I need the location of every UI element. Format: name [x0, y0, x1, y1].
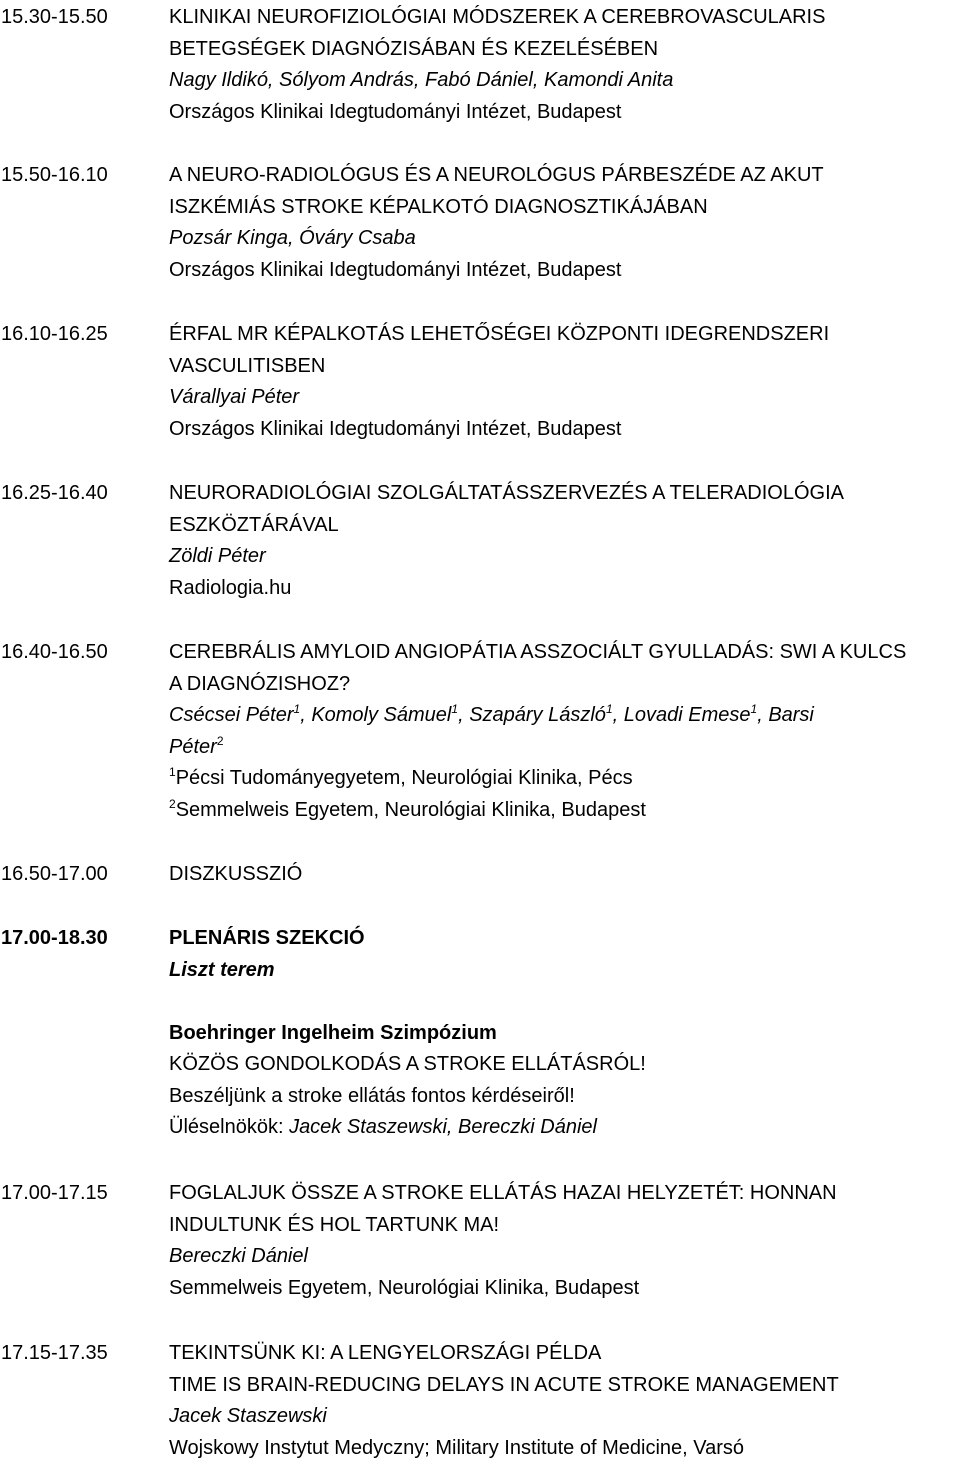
session-title-line: DISZKUSSZIÓ	[169, 863, 303, 885]
session-content	[169, 160, 959, 286]
session-authors: Várallyai Péter	[169, 386, 300, 408]
session-title-line: TIME IS BRAIN-REDUCING DELAYS IN ACUTE STROKE MANAGEMENT	[169, 1373, 839, 1396]
session-authors: Zöldi Péter	[169, 545, 266, 567]
affiliation	[169, 763, 959, 795]
author-separator: ,	[757, 704, 769, 726]
session-title-line: VASCULITISBEN	[169, 354, 326, 377]
author-separator: ,	[300, 704, 312, 726]
session-authors: Nagy Ildikó, Sólyom András, Fabó Dániel, Kamondi Anita	[169, 69, 674, 91]
session-authors	[169, 700, 959, 732]
session-content	[169, 859, 959, 891]
session-time: 17.15-17.35	[1, 1342, 108, 1364]
session-content	[169, 478, 959, 604]
session-title-line: FOGLALJUK ÖSSZE A STROKE ELLÁTÁS HAZAI HELYZETÉT: HONNAN	[169, 1182, 837, 1204]
affiliation-marker: 1	[451, 702, 459, 716]
session-time: 16.50-17.00	[1, 863, 108, 885]
session-time: 15.50-16.10	[1, 164, 108, 186]
session-title-line: ESZKÖZTÁRÁVAL	[169, 513, 339, 536]
affiliation-marker: 1	[750, 702, 758, 716]
session-title-line: A DIAGNÓZISHOZ?	[169, 672, 351, 695]
author-separator: ,	[458, 704, 470, 726]
session-authors-continued	[169, 732, 959, 764]
affiliation-marker: 1	[169, 765, 176, 779]
session-authors: Jacek Staszewski	[169, 1405, 327, 1427]
session-authors: Bereczki Dániel	[169, 1245, 308, 1267]
session-content	[169, 2, 959, 128]
author-name: Csécsei Péter	[169, 704, 294, 726]
session-title-line: NEURORADIOLÓGIAI SZOLGÁLTATÁSSZERVEZÉS A TELERADIOLÓGIA	[169, 482, 844, 504]
symposium-headline: KÖZÖS GONDOLKODÁS A STROKE ELLÁTÁSRÓL!	[169, 1053, 646, 1075]
session-time: 17.00-17.15	[1, 1182, 108, 1204]
affiliation	[169, 795, 959, 827]
affiliation-marker: 1	[605, 702, 613, 716]
session-title-line: INDULTUNK ÉS HOL TARTUNK MA!	[169, 1213, 500, 1236]
author-name: Szapáry László	[469, 704, 606, 726]
section-title: PLENÁRIS SZEKCIÓ	[169, 927, 365, 949]
affiliation-text: Pécsi Tudományegyetem, Neurológiai Klinika, Pécs	[175, 767, 633, 789]
session-content	[169, 1338, 959, 1464]
session-content	[169, 923, 959, 1144]
author-name: Péter	[169, 735, 217, 758]
session-institution: Országos Klinikai Idegtudományi Intézet, Budapest	[169, 258, 622, 281]
affiliation-marker: 2	[169, 796, 176, 811]
session-title-line: ISZKÉMIÁS STROKE KÉPALKOTÓ DIAGNOSZTIKÁJÁBAN	[169, 195, 708, 218]
session-institution: Wojskowy Instytut Medyczny; Military Institute of Medicine, Varsó	[169, 1436, 745, 1459]
session-title-line: KLINIKAI NEUROFIZIOLÓGIAI MÓDSZEREK A CEREBROVASCULARIS	[169, 6, 826, 28]
session-time: 16.40-16.50	[1, 641, 108, 663]
affiliation-text: Semmelweis Egyetem, Neurológiai Klinika, Budapest	[175, 798, 646, 821]
session-time: 17.00-18.30	[1, 927, 108, 949]
session-title-line: BETEGSÉGEK DIAGNÓZISÁBAN ÉS KEZELÉSÉBEN	[169, 37, 659, 60]
session-content	[169, 1178, 959, 1304]
author-name: Lovadi Emese	[623, 704, 751, 726]
symposium-chairs	[169, 1112, 959, 1144]
session-institution: Országos Klinikai Idegtudományi Intézet, Budapest	[169, 100, 622, 123]
chairs-label: Üléselnökök:	[169, 1116, 290, 1138]
session-title-line: A NEURO-RADIOLÓGUS ÉS A NEUROLÓGUS PÁRBESZÉDE AZ AKUT	[169, 164, 824, 186]
affiliation-marker: 1	[293, 702, 301, 716]
session-time: 15.30-15.50	[1, 6, 108, 28]
session-title-line: TEKINTSÜNK KI: A LENGYELORSZÁGI PÉLDA	[169, 1342, 602, 1364]
symposium-subline: Beszéljünk a stroke ellátás fontos kérdéseiről!	[169, 1084, 575, 1107]
session-institution: Semmelweis Egyetem, Neurológiai Klinika, Budapest	[169, 1276, 640, 1299]
session-time: 16.25-16.40	[1, 482, 108, 504]
author-name: Komoly Sámuel	[311, 704, 452, 726]
session-institution: Radiologia.hu	[169, 576, 292, 599]
session-content	[169, 637, 959, 826]
session-content	[169, 319, 959, 445]
session-title-line: ÉRFAL MR KÉPALKOTÁS LEHETŐSÉGEI KÖZPONTI IDEGRENDSZERI	[169, 323, 830, 345]
session-time: 16.10-16.25	[1, 323, 108, 345]
author-separator: ,	[612, 704, 624, 726]
affiliation-marker: 2	[216, 733, 224, 748]
symposium-name: Boehringer Ingelheim Szimpózium	[169, 1021, 497, 1044]
session-authors: Pozsár Kinga, Óváry Csaba	[169, 227, 416, 249]
section-room: Liszt terem	[169, 958, 275, 981]
spacer	[169, 986, 959, 1018]
author-name: Barsi	[768, 704, 814, 726]
session-title-line: CEREBRÁLIS AMYLOID ANGIOPÁTIA ASSZOCIÁLT GYULLADÁS: SWI A KULCS	[169, 641, 907, 663]
session-institution: Országos Klinikai Idegtudományi Intézet, Budapest	[169, 417, 622, 440]
chairs-names: Jacek Staszewski, Bereczki Dániel	[289, 1116, 597, 1138]
